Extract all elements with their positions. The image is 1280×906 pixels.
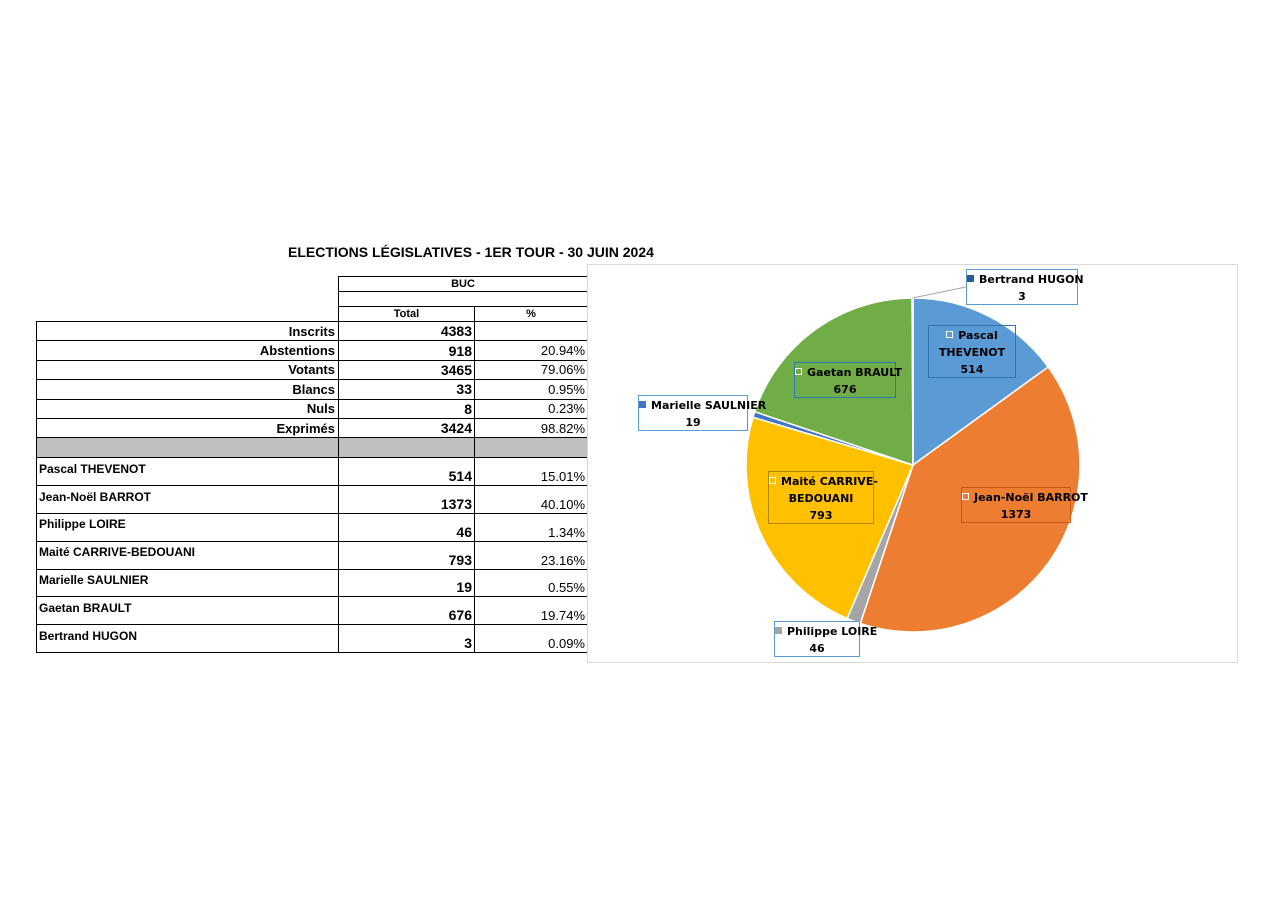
data-label-text: 19 (685, 416, 701, 429)
data-label (794, 362, 902, 398)
candidate-row (37, 597, 588, 625)
candidate-percent: 15.01% (475, 458, 588, 486)
data-label-line (929, 344, 1015, 361)
data-label-text: 3 (1018, 290, 1026, 303)
data-label-text: Marielle SAULNIER (651, 399, 767, 412)
data-label-text: 793 (809, 509, 833, 522)
stat-percent: 0.95% (475, 380, 588, 399)
stat-label: Abstentions (37, 341, 339, 360)
data-label-line (795, 381, 895, 398)
results-table (36, 276, 588, 653)
data-label-line (795, 364, 902, 381)
candidate-total: 676 (339, 597, 475, 625)
candidate-row (37, 513, 588, 541)
data-label-line (967, 288, 1077, 305)
stat-total: 8 (339, 399, 475, 418)
header-spacer (37, 277, 339, 292)
header-city-row (37, 277, 588, 292)
stat-label: Exprimés (37, 418, 339, 437)
stat-row (37, 322, 588, 341)
data-label-text: Gaetan BRAULT (807, 366, 902, 379)
header-blank-row (37, 292, 588, 307)
data-label-text: Pascal (958, 329, 998, 342)
legend-key-icon (775, 627, 782, 634)
data-label-text: 514 (960, 363, 984, 376)
stat-percent: 0.23% (475, 399, 588, 418)
pie-chart (588, 265, 1239, 664)
candidate-total: 3 (339, 625, 475, 653)
stat-percent (475, 322, 588, 341)
data-label-line (769, 473, 878, 490)
legend-key-icon (967, 275, 974, 282)
data-label-line (639, 397, 767, 414)
data-label-text: THEVENOT (938, 346, 1006, 359)
stat-label: Inscrits (37, 322, 339, 341)
candidate-row (37, 486, 588, 514)
stat-total: 33 (339, 380, 475, 399)
separator-row (37, 438, 588, 458)
data-label (928, 325, 1016, 378)
candidate-percent: 0.09% (475, 625, 588, 653)
candidate-percent: 0.55% (475, 569, 588, 597)
pie-slice (912, 298, 913, 465)
candidate-total: 514 (339, 458, 475, 486)
total-column-header: Total (339, 307, 475, 322)
candidate-total: 1373 (339, 486, 475, 514)
data-label-text: BEDOUANI (788, 492, 854, 505)
data-label (638, 395, 767, 431)
stat-total: 3465 (339, 360, 475, 379)
candidate-name: Gaetan BRAULT (37, 597, 339, 625)
header-columns-row (37, 307, 588, 322)
data-label-line (929, 327, 1015, 344)
pie-chart-area (587, 264, 1238, 663)
data-label-line (967, 271, 1084, 288)
percent-column-header: % (475, 307, 588, 322)
stat-label: Blancs (37, 380, 339, 399)
candidate-percent: 40.10% (475, 486, 588, 514)
data-label-line (929, 361, 1015, 378)
stat-total: 918 (339, 341, 475, 360)
legend-key-icon (962, 493, 969, 500)
stat-label: Nuls (37, 399, 339, 418)
candidate-name: Bertrand HUGON (37, 625, 339, 653)
candidate-name: Jean-Noël BARROT (37, 486, 339, 514)
stat-row (37, 399, 588, 418)
stat-row (37, 380, 588, 399)
stat-total: 3424 (339, 418, 475, 437)
data-label-line (962, 489, 1088, 506)
data-label (774, 621, 878, 657)
header-spacer (37, 292, 339, 307)
legend-key-icon (795, 368, 802, 375)
data-label-text: Maité CARRIVE- (781, 475, 878, 488)
city-header: BUC (339, 277, 588, 292)
candidate-percent: 19.74% (475, 597, 588, 625)
leader-line (913, 287, 966, 298)
legend-key-icon (639, 401, 646, 408)
data-label-line (769, 507, 873, 524)
candidate-total: 46 (339, 513, 475, 541)
candidate-total: 19 (339, 569, 475, 597)
separator-cell (37, 438, 339, 458)
separator-cell (339, 438, 475, 458)
stat-row (37, 360, 588, 379)
candidate-percent: 1.34% (475, 513, 588, 541)
legend-key-icon (946, 331, 953, 338)
candidate-row (37, 541, 588, 569)
data-label-text: Bertrand HUGON (979, 273, 1084, 286)
data-label-text: 46 (809, 642, 825, 655)
candidate-row (37, 569, 588, 597)
stat-percent: 98.82% (475, 418, 588, 437)
header-spacer (37, 307, 339, 322)
candidate-name: Maité CARRIVE-BEDOUANI (37, 541, 339, 569)
data-label (961, 487, 1088, 523)
stat-label: Votants (37, 360, 339, 379)
data-label-line (775, 623, 878, 640)
data-label-text: Philippe LOIRE (787, 625, 878, 638)
stat-row (37, 341, 588, 360)
data-label-line (775, 640, 859, 657)
data-label (966, 269, 1084, 305)
stat-row (37, 418, 588, 437)
data-label-text: Jean-Noël BARROT (974, 491, 1088, 504)
candidate-percent: 23.16% (475, 541, 588, 569)
candidate-name: Marielle SAULNIER (37, 569, 339, 597)
header-blank-cell (339, 292, 588, 307)
data-label (768, 471, 878, 524)
candidate-row (37, 625, 588, 653)
data-label-line (639, 414, 747, 431)
candidate-row (37, 458, 588, 486)
chart-title: ELECTIONS LÉGISLATIVES - 1ER TOUR - 30 JUIN 2024 (288, 244, 654, 260)
stat-percent: 79.06% (475, 360, 588, 379)
stat-percent: 20.94% (475, 341, 588, 360)
candidate-name: Philippe LOIRE (37, 513, 339, 541)
data-label-text: 676 (833, 383, 857, 396)
data-label-line (769, 490, 873, 507)
legend-key-icon (769, 477, 776, 484)
stat-total: 4383 (339, 322, 475, 341)
data-label-line (962, 506, 1070, 523)
data-label-text: 1373 (1000, 508, 1032, 521)
separator-cell (475, 438, 588, 458)
candidate-total: 793 (339, 541, 475, 569)
candidate-name: Pascal THEVENOT (37, 458, 339, 486)
